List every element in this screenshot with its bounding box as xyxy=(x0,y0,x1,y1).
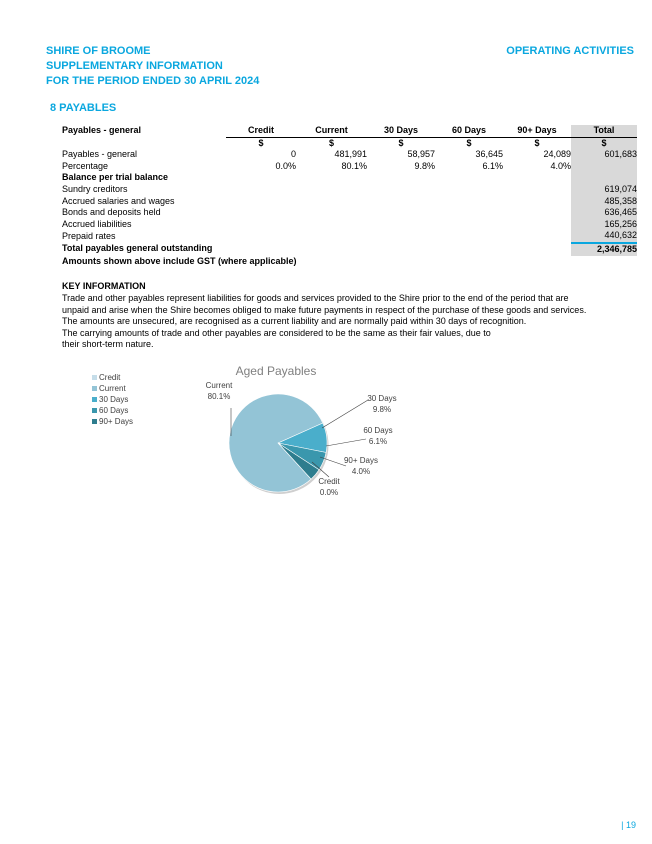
pie-value-label: 6.1% xyxy=(368,437,388,446)
units-row xyxy=(62,137,637,149)
legend-label: 90+ Days xyxy=(99,417,134,426)
page-number: | 19 xyxy=(621,820,636,830)
report-subtitle: SUPPLEMENTARY INFORMATION xyxy=(46,60,223,72)
pie-category-label: 90+ Days xyxy=(343,456,379,465)
row-label: Accrued liabilities xyxy=(62,218,132,229)
cell-90-days: 24,089 xyxy=(543,149,571,160)
key-info-line: The amounts are unsecured, are recognised as a current liability and are normally paid within 30 days of recognition. xyxy=(62,316,527,326)
table-row xyxy=(62,196,637,208)
header-cell: 30 Days xyxy=(367,125,435,137)
section-name: OPERATING ACTIVITIES xyxy=(506,45,634,57)
row-label: Payables - general xyxy=(62,149,138,160)
note-row xyxy=(62,256,637,268)
header-cell: Payables - general xyxy=(62,125,142,136)
legend-label: Current xyxy=(99,384,126,393)
legend-swatch xyxy=(92,408,97,413)
legend-swatch xyxy=(92,375,97,380)
table-header-row xyxy=(62,125,637,137)
header-cell: Current xyxy=(296,125,367,137)
cell-total xyxy=(571,161,637,173)
key-info-line: Trade and other payables represent liabilities for goods and services provided to the Shire prior to the end of the period that are xyxy=(62,293,569,303)
section-title: 8 PAYABLES xyxy=(50,102,117,114)
cell-total: 485,358 xyxy=(571,196,637,208)
legend-label: 30 Days xyxy=(99,395,129,404)
org-name: SHIRE OF BROOME xyxy=(46,45,151,57)
cell-90-days: 4.0% xyxy=(550,160,571,171)
unit-cell: $ xyxy=(258,137,264,148)
key-info-title: KEY INFORMATION xyxy=(62,281,146,291)
row-label: Sundry creditors xyxy=(62,183,128,194)
cell-60-days: 6.1% xyxy=(482,160,503,171)
legend-swatch xyxy=(92,397,97,402)
pie-category-label: Current xyxy=(205,381,233,390)
row-label: Accrued salaries and wages xyxy=(62,195,175,206)
pie-value-label: 4.0% xyxy=(351,467,371,476)
header-cell: 90+ Days xyxy=(503,125,571,137)
report-period: FOR THE PERIOD ENDED 30 APRIL 2024 xyxy=(46,75,260,87)
cell-credit: 0 xyxy=(290,149,296,160)
balance-heading: Balance per trial balance xyxy=(62,172,169,183)
legend-swatch xyxy=(92,419,97,424)
header-cell: 60 Days xyxy=(435,125,503,137)
unit-cell: $ xyxy=(466,137,472,148)
cell-current: 481,991 xyxy=(334,149,367,160)
payables-table xyxy=(62,125,637,267)
table-row xyxy=(62,172,637,184)
table-row xyxy=(62,207,637,219)
pie-value-label: 0.0% xyxy=(319,488,339,497)
key-info-line: their short-term nature. xyxy=(62,339,154,349)
leader-line xyxy=(326,439,366,446)
pie-value-label: 9.8% xyxy=(372,405,392,414)
row-label: Percentage xyxy=(62,160,109,171)
cell-total: 636,465 xyxy=(571,207,637,219)
pie-category-label: 30 Days xyxy=(367,394,397,403)
table-row xyxy=(62,219,637,231)
pie-category-label: Credit xyxy=(318,477,340,486)
row-label: Prepaid rates xyxy=(62,230,116,241)
table-row xyxy=(62,149,637,161)
unit-cell: $ xyxy=(571,137,637,149)
aged-payables-chart xyxy=(80,360,420,510)
row-label: Bonds and deposits held xyxy=(62,207,161,218)
cell-30-days: 58,957 xyxy=(407,149,435,160)
cell-total: 601,683 xyxy=(571,149,637,161)
pie-value-label: 80.1% xyxy=(207,392,231,401)
total-row xyxy=(62,243,637,256)
table-row xyxy=(62,230,637,243)
chart-title: Aged Payables xyxy=(235,364,317,378)
legend-label: 60 Days xyxy=(99,406,129,415)
report-header xyxy=(46,44,259,89)
table-row xyxy=(62,161,637,173)
unit-cell: $ xyxy=(534,137,540,148)
header-cell: Total xyxy=(571,125,637,137)
table-row xyxy=(62,184,637,196)
total-value: 2,346,785 xyxy=(571,243,637,256)
header-cell: Credit xyxy=(226,125,296,137)
cell-credit: 0.0% xyxy=(275,160,296,171)
legend-swatch xyxy=(92,386,97,391)
unit-cell xyxy=(62,137,226,149)
key-info-body xyxy=(62,293,628,351)
leader-line xyxy=(322,400,368,428)
cell-total: 440,632 xyxy=(571,230,637,243)
legend-label: Credit xyxy=(99,373,121,382)
cell-current: 80.1% xyxy=(341,160,367,171)
key-info-line: The carrying amounts of trade and other payables are considered to be the same as their fair values, due to xyxy=(62,327,491,338)
pie-slices xyxy=(229,394,329,494)
cell-total: 619,074 xyxy=(571,184,637,196)
gst-note: Amounts shown above include GST (where applicable) xyxy=(62,255,297,266)
cell-30-days: 9.8% xyxy=(414,160,435,171)
unit-cell: $ xyxy=(398,137,404,148)
total-label: Total payables general outstanding xyxy=(62,243,213,254)
key-info-line: unpaid and arise when the Shire becomes obliged to make future payments in respect of the purchase of these goods and services. xyxy=(62,304,587,315)
unit-cell: $ xyxy=(328,137,334,148)
chart-legend xyxy=(92,373,133,426)
pie-category-label: 60 Days xyxy=(363,426,393,435)
cell-60-days: 36,645 xyxy=(475,149,503,160)
cell-total: 165,256 xyxy=(571,219,637,231)
